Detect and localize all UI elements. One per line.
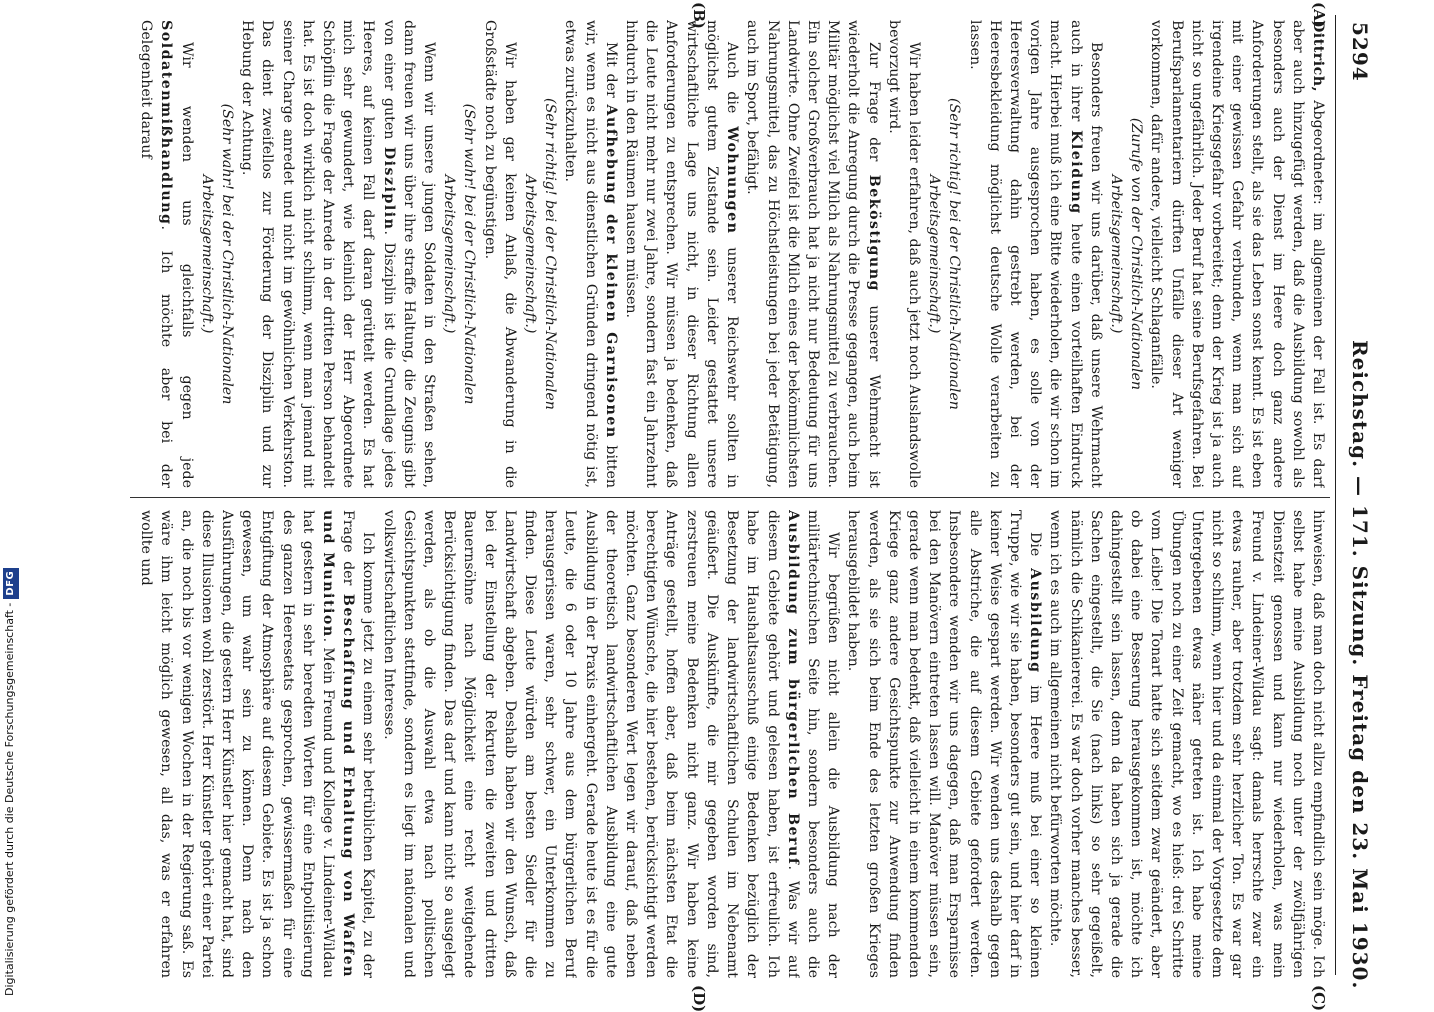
paragraph-text: Ich komme jetzt zu einem sehr betrüblichen Kapitel, zu der Frage der — [340, 510, 377, 978]
emphasis: Beköstigung — [865, 174, 882, 292]
paragraph-text: unserer Wehrmacht ist wiederholt die Anregung durch die Presse gegangen, auch beim Militär möglichst viel Milch als Nahrungsmittel zu verbrauchen. Ein solcher Großverbrauch hat ja nicht nur Bedeutung für uns Landwirte. Ohne Zweifel ist die Milch eines der bekömmlichsten Nahrungsmittel, das zu Höchstleistungen bei jeder Betätigung, auch im Sport, befähigt. — [744, 20, 882, 488]
margin-mark-b: (B) — [690, 2, 708, 29]
paragraph-text: unserer Reichswehr sollten in möglichst gutem Zustande sein. Leider gestattet unsere wirtschaftliche Lage uns nicht, in dieser Richtung allen Anforderungen zu entsprechen. Wir müssen ja bedenken, daß die Leute nicht mehr nur zwei Jahre, sondern fast ein Jahrzehnt hindurch in den Räumen hausen müssen. — [623, 20, 741, 488]
interjection: (Sehr richtig! bei der Christlich-Nationalen Arbeitsgemeinschaft.) — [522, 98, 559, 410]
paragraph — [964, 20, 1105, 488]
digitization-credit-text: Digitalisierung gefördert durch die Deutsche Forschungsgemeinschaft - — [3, 602, 16, 996]
emphasis: Beschaffung und Erhaltung von Waffen und Munition — [320, 510, 357, 978]
paragraph-text: . Was wir auf diesem Gebiete gehört und gelesen haben, ist erfreulich. Ich habe im Haushaltsausschuß einige Bedenken bezüglich der Besetzung der landwirtschaftlichen Schulen im Nebenamt geäußert. Die Auskünfte, die mir gegeben worden sind, zerstreuen meine Bedenken nicht ganz. Wir haben keine Anträge gestellt, hoffen aber, daß beim nächsten Etat die berechtigten Wünsche, die hier bestehen, berücksichtigt werden möchten. Ganz besonderen Wert legen wir darauf, daß neben der theoretisch landwirtschaftlichen Ausbildung eine gute Ausbildung in der Praxis einhergeht. Gerade heute ist es für die Leute, die 6 oder 10 Jahre aus dem bürgerlichen Beruf herausgerissen waren, sehr schwer, ein Unterkommen zu finden. Diese Leute würden am besten Siedler für die Landwirtschaft abgeben. Deshalb haben wir den Wunsch, daß bei der Einstellung der Rekruten die zweiten und dritten Bauernsöhne nach Möglichkeit eine recht weitgehende Berücksichtigung finden. Das darf und kann nicht so ausgelegt werden, als ob die Auswahl etwa nach politischen Gesichtspunkten stattfinde, sondern es liegt im nationalen und volkswirtschaftlichen Interesse. — [380, 510, 801, 978]
paragraph-text: bitten wir, wenn es nicht aus dienstlichen Gründen dringend nötig ist, etwas zurückzuhalten. — [562, 20, 619, 488]
emphasis: Ausbildung — [1027, 568, 1044, 674]
paragraph-text: Die — [1027, 532, 1044, 569]
emphasis: Kleidung — [1067, 130, 1084, 215]
paragraph: Wir haben leider erfahren, daß auch jetzt noch Auslandswolle bevorzugt wird. — [885, 20, 922, 488]
running-head: Reichstag. — 171. Sitzung. Freitag den 23. Mai 1930. — [1348, 340, 1372, 990]
interjection: (Sehr wahr! bei der Christlich-Nationalen Arbeitsgemeinschaft.) — [198, 103, 236, 405]
paragraph — [560, 20, 621, 488]
paragraph — [742, 20, 883, 488]
page-number: 5294 — [1348, 22, 1372, 82]
paragraph — [378, 510, 843, 978]
interjection: (Zurufe von der Christlich-Nationalen Arbeitsgemeinschaft.) — [1107, 117, 1145, 391]
page-header — [1340, 10, 1380, 990]
emphasis: Wohnungen — [724, 126, 741, 235]
interjection: (Sehr wahr! bei der Christlich-Nationalen Arbeitsgemeinschaft.) — [441, 103, 478, 405]
document-page — [110, 2, 1380, 1012]
paragraph: Wir haben gar keinen Anlaß, die Abwanderung in die Großstädte noch zu begünstigen. — [481, 20, 518, 488]
paragraph-text: Wenn wir unsere jungen Soldaten in den Straßen sehen, dann freuen wir uns über ihre straffe Haltung, die Zeugnis gibt von einer guten — [380, 20, 438, 488]
paragraph — [621, 20, 742, 488]
paragraph-text: Wir begrüßen nicht allein die Ausbildung nach der militärtechnischen Seite hin, sondern besonders auch die — [804, 510, 842, 978]
emphasis: Soldatenmißhandlung — [158, 20, 175, 226]
left-column — [128, 20, 1328, 488]
paragraph-text: . Disziplin ist die Grundlage jedes Heeres, auf keinen Fall darf daran gerüttelt werden. Es hat mich sehr gewundert, wie kleinlich der Herr Abgeordnete Schöpflin die Frage der Anrede in der dritten Person behandelt hat. Es ist doch wirklich nicht schlimm, wenn man jemand mit seiner Charge anredet und nicht im gewöhnlichen Verkehrston. Das dient zweifellos zur Förderung der Disziplin und zur Hebung der Achtung. — [239, 20, 397, 488]
paragraph-text: Wir wenden uns gleichfalls gegen jede — [178, 42, 195, 488]
interjection: (Sehr richtig! bei der Christlich-Nationalen Arbeitsgemeinschaft.) — [926, 98, 963, 410]
margin-mark-d: (D) — [690, 985, 708, 1012]
paragraph-text: im Heere muß bei einer so kleinen Truppe, wie wir sie haben, besonders gut sein, und hier darf in keiner Weise gespart werden. Wir wenden uns deshalb gegen alle Abstriche, die auf diesem Gebiete gefordert werden. Insbesondere wenden wir uns dagegen, daß man Ersparnisse bei den Manövern eintreten lassen will. Manöver müssen sein, gerade wenn man bedenkt, daß vielleicht in einem kommenden Kriege ganz andere Gesichtspunkte zur Anwendung finden werden, als sie sich beim Ende des letzten großen Krieges herausgebildet haben. — [845, 510, 1044, 978]
paragraph-text: im allgemeinen der Fall ist. Es darf aber auch hinzugefügt werden, daß die Ausbildung sowohl als besonders auch der Dienst im Heere doch ganz andere Anforderungen stellt, als sie das Leben sonst kennt. Es ist eben mit einer gewissen Gefahr verbunden, wenn man sich auf irgendeine Kriegsgefahr vorbereitet; denn der Krieg ist ja auch nicht so ungefährlich. Jeder Beruf hat seine Berufsgefahren. Bei Berufsparlamentariern dürften Unfälle dieser Art weniger vorkommen, dafür andere, vielleicht Schlaganfälle. — [1148, 20, 1326, 488]
column-divider — [130, 497, 1330, 498]
emphasis: Ausbildung zum bürgerlichen Beruf — [784, 510, 801, 866]
margin-mark-c: (C) — [1310, 985, 1328, 1012]
digitization-credit-strip — [0, 0, 20, 1000]
emphasis: Aufhebung der kleinen Garnisonen — [602, 104, 619, 439]
paragraph — [843, 510, 1045, 978]
emphasis: Disziplin — [380, 146, 397, 231]
speaker-role: Abgeordneter: — [1310, 92, 1326, 205]
dfg-logo: DFG — [3, 568, 19, 599]
paragraph-text: Mit der — [602, 42, 619, 105]
speaker-name: Dittrich, — [1310, 20, 1326, 93]
header-rule — [1335, 15, 1336, 975]
paragraph-text: . Ich möchte aber bei der Gelegenheit darauf — [138, 20, 175, 488]
right-column — [128, 510, 1328, 978]
paragraph — [136, 510, 378, 978]
paragraph-text: . Mein Freund und Kollege v. Lindeiner-Wildau hat gestern in sehr beredten Worten für eine Entpolitisierung des ganzen Heeresetats gesprochen, gewissermaßen für eine Entgiftung der Atmosphäre auf diesem Gebiete. Es ist ja schon gewesen, um wahr sein zu können. Denn nach den Ausführungen, die gestern Herr Künstler hier gemacht hat, sind diese Illusionen wohl zerstört. Herr Künstler gehört einer Partei an, die noch bis vor wenigen Wochen in der Regierung saß. Es wäre ihm leicht möglich gewesen, all das, was er erfahren wollte und — [138, 510, 337, 978]
margin-mark-a: (A) — [1310, 2, 1328, 28]
paragraph — [1146, 20, 1328, 488]
digitization-credit — [2, 0, 19, 996]
paragraph-text: Zur Frage der — [865, 42, 882, 175]
paragraph-text: Besonders freuen wir uns darüber, daß unsere Wehrmacht auch in ihrer — [1067, 20, 1104, 488]
paragraph — [237, 20, 439, 488]
paragraph-text: heute einen vorteilhaften Eindruck macht. Hierbei muß ich eine Bitte wiederholen, die wir schon im vorigen Jahre ausgesprochen haben, es solle von der Heeresverwaltung dahin gestrebt werden, bei der Heeresbekleidung möglichst deutsche Wolle verarbeiten zu lassen. — [966, 20, 1084, 488]
paragraph — [136, 20, 197, 488]
paragraph: hinweisen, daß man doch nicht allzu empfindlich sein möge. Ich selbst habe meine Ausbildung noch unter der zwölfjährigen Dienstzeit genossen und kann nur wiederholen, was mein Freund v. Lindeiner-Wildau sagt: damals herrschte zwar ein etwas rauher, aber trotzdem sehr herzlicher Ton. Es war gar nicht so schlimm, wenn hier und da einmal der Vorgesetzte dem Untergebenen etwas näher getreten ist. Ich habe meine Übungen noch zu einer Zeit gemacht, wo es hieß: drei Schritte vom Leibe! Die Tonart hatte sich seitdem zwar geändert, aber ob dabei eine Besserung herausgekommen ist, möchte ich dahingestellt sein lassen, denn da haben sich ja gerade die Sachen eingestellt, die Sie (nach links) so sehr gegeißelt, nämlich die Schikaniererei. Es war doch vorher manches besser, wenn ich es auch im allgemeinen nicht befürworten möchte. — [1047, 510, 1326, 978]
paragraph-text: Auch die — [724, 42, 741, 127]
